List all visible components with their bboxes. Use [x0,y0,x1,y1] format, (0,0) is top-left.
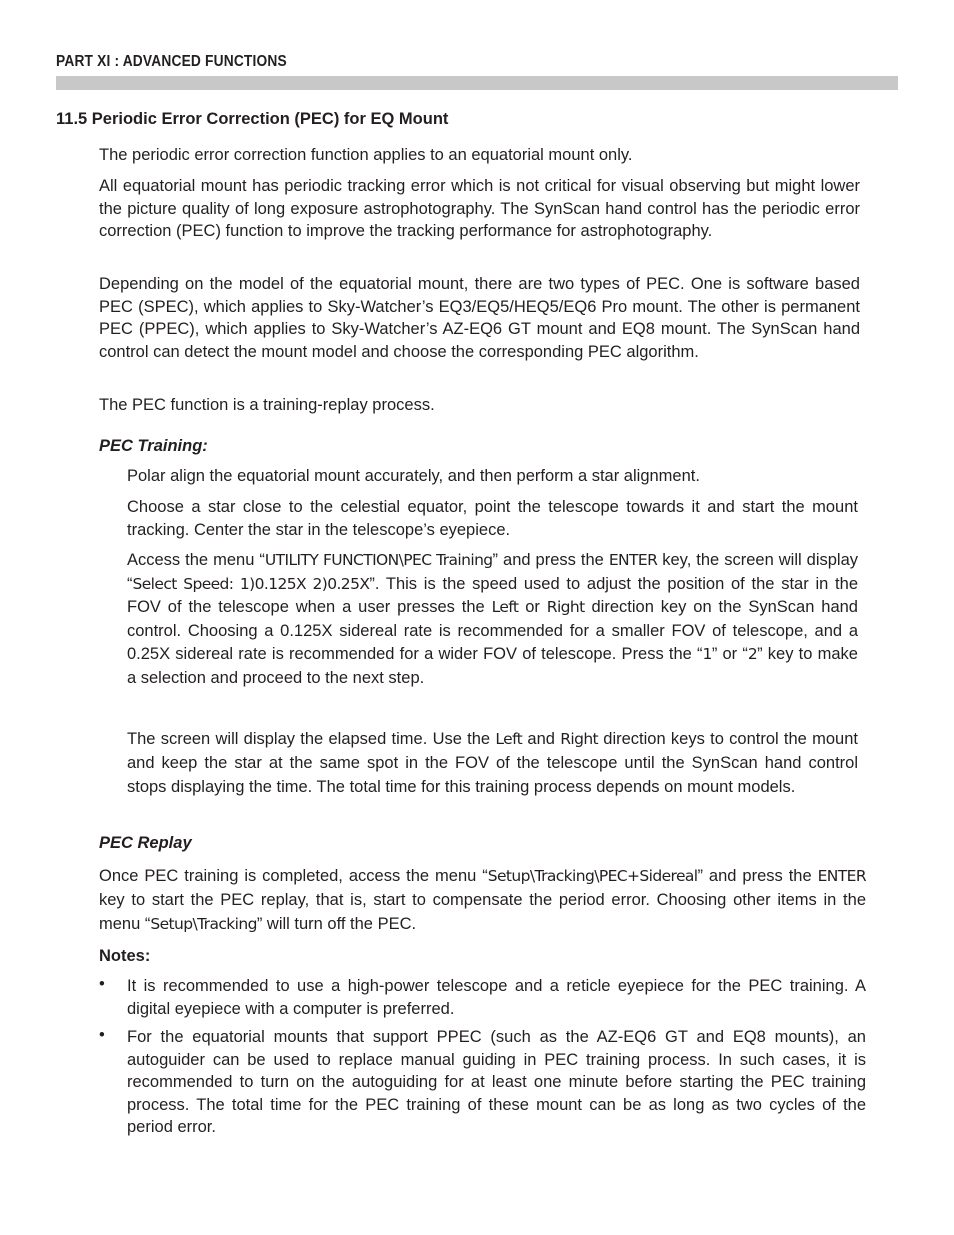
step3-text-4: ”. This is the speed used to adjust the position of the star in the FOV of the telescope when a user presses the [127,574,858,616]
part-header: PART XI : ADVANCED FUNCTIONS [56,53,287,70]
intro-paragraph-1: The periodic error correction function applies to an equatorial mount only. [99,146,633,164]
pec-training-heading: PEC Training: [99,437,208,455]
intro-paragraph-2: All equatorial mount has periodic tracking error which is not critical for visual observing but might lower the picture quality of long exposure astrophotography. The SynScan hand control has the periodic error correction (PEC) function to improve the tracking performance for astrophotography. [99,177,860,240]
enter-key-label: ENTER [608,551,658,569]
replay-paragraph [99,864,866,936]
training-step-2: Choose a star close to the celestial equator, point the telescope towards it and start the mount tracking. Center the star in the telescope’s eyepiece. [127,498,858,539]
step3-text-2: ” and press the [492,551,609,569]
training-step-3 [127,549,858,690]
left-key-label: Left [491,598,519,616]
section-title: 11.5 Periodic Error Correction (PEC) for EQ Mount [56,110,449,128]
training-step-1: Polar align the equatorial mount accurately, and then perform a star alignment. [127,467,700,485]
step4-text-2: and [522,730,561,748]
replay-text-3: key to start the PEC replay, that is, start to compensate the period error. Choosing other items in the menu “ [99,891,866,933]
notes-heading: Notes: [99,947,151,965]
step3-text-6: direction key on the SynScan hand control. Choosing a 0.125X sidereal rate is recommended for a smaller FOV of telescope, and a 0.25X sidereal rate is recommended for a wider FOV of telescope. Press the “ [127,598,858,663]
step3-text-7: ” or “ [711,645,748,663]
select-speed-display: Select Speed: 1)0.125X 2)0.25X [132,574,370,593]
step3-text-3: key, the screen will display “ [127,551,859,593]
left-key-label-2: Left [495,730,523,748]
right-key-label-2: Right [560,730,599,748]
training-step-4 [127,727,858,799]
key-1-label: 1 [702,645,712,663]
menu-setup-tracking-pec: Setup\Tracking\PEC+Sidereal [487,867,698,885]
right-key-label: Right [546,598,585,616]
bullet-2: • [99,1026,105,1044]
intro-paragraph-4: The PEC function is a training-replay process. [99,396,435,414]
header-divider-bar [56,76,898,90]
step3-text-8: ” key to make a selection and proceed to the next step. [127,645,858,687]
step4-text-3: direction keys to control the mount and keep the star at the same spot in the FOV of the telescope until the SynScan hand control stops displaying the time. The total time for this training process depends on mount models. [127,730,858,796]
step3-text-5: or [518,598,547,616]
pec-replay-heading: PEC Replay [99,834,192,852]
replay-text-2: ” and press the [697,867,818,885]
step3-text-1: Access the menu “ [127,551,265,569]
key-2-label: 2 [747,645,758,663]
note-item-1: It is recommended to use a high-power telescope and a reticle eyepiece for the PEC training. A digital eyepiece with a computer is preferred. [127,977,866,1018]
menu-utility-pec-training: UTILITY FUNCTION\PEC Training [264,551,493,569]
enter-key-label-2: ENTER [817,867,867,885]
replay-text-1: Once PEC training is completed, access the menu “ [99,867,488,885]
replay-text-4: ” will turn off the PEC. [256,915,417,933]
intro-paragraph-3: Depending on the model of the equatorial mount, there are two types of PEC. One is software based PEC (SPEC), which applies to Sky-Watcher’s EQ3/EQ5/HEQ5/EQ6 Pro mount. The other is permanent PEC (PPEC), which applies to Sky-Watcher’s AZ-EQ6 GT mount and EQ8 mount. The SynScan hand control can detect the mount model and choose the corresponding PEC algorithm. [99,275,860,361]
note-item-2: For the equatorial mounts that support PPEC (such as the AZ-EQ6 GT and EQ8 mounts), an autoguider can be used to replace manual guiding in PEC training process. In such cases, it is recommended to turn on the autoguiding for at least one minute before starting the PEC training process. The total time for the PEC training of these mount can be as long as two cycles of the period error. [127,1028,866,1136]
step4-text-1: The screen will display the elapsed time. Use the [127,730,496,748]
bullet-1: • [99,975,105,993]
menu-setup-tracking: Setup\Tracking [150,915,257,933]
